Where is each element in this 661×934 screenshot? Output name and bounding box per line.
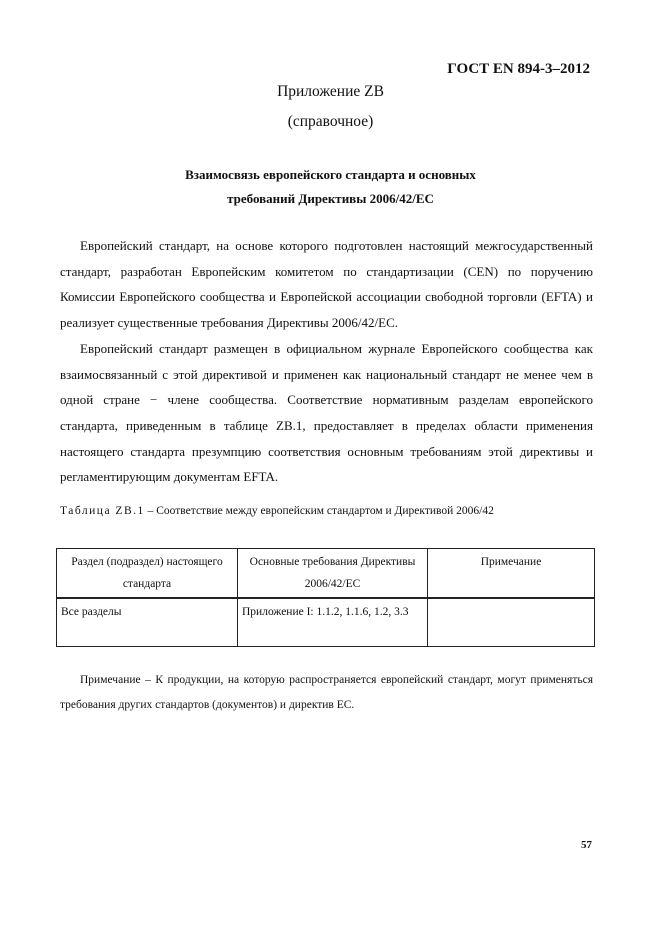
correspondence-table	[56, 548, 595, 647]
note-text: Примечание – К продукции, на которую распространяется европейский стандарт, могут применяться требования других стандартов (документов) и директив ЕС.	[60, 674, 593, 711]
table-row	[57, 598, 595, 647]
table-header-cell: Раздел (подраздел) настоящего стандарта	[57, 549, 238, 599]
table-header-cell: Примечание	[428, 549, 595, 599]
table-cell	[428, 598, 595, 647]
table-cell: Приложение I: 1.1.2, 1.1.6, 1.2, 3.3	[238, 598, 428, 647]
table-caption-text: – Соответствие между европейским стандартом и Директивой 2006/42	[144, 505, 494, 517]
table-header-row	[57, 549, 595, 599]
annex-subtitle: (справочное)	[287, 113, 374, 130]
page-number: 57	[581, 839, 592, 851]
table-caption-label: Таблица ZB.1	[60, 505, 145, 517]
note	[60, 668, 593, 718]
body-text	[60, 233, 593, 490]
section-heading-line-1: Взаимосвязь европейского стандарта и основных	[185, 167, 476, 182]
document-id: ГОСТ EN 894-3–2012	[447, 61, 590, 77]
table-cell: Все разделы	[57, 598, 238, 647]
body-paragraph: Европейский стандарт размещен в официальном журнале Европейского сообщества как взаимосвязанный с этой директивой и применен как национальный стандарт не менее чем в одной стране − члене сообщества. Соответствие нормативным разделам европейского стандарта, приведенным в таблице ZB.1, предоставляет в пределах области применения настоящего стандарта презумпцию соответствия основным требованиям этой директивы и регламентирующим документам EFTA.	[60, 340, 593, 485]
section-heading-line-2: требований Директивы 2006/42/ЕС	[227, 191, 434, 206]
table-caption	[60, 505, 593, 517]
annex-title: Приложение ZB	[277, 83, 384, 100]
section-heading	[0, 163, 661, 211]
table-header-cell: Основные требования Директивы 2006/42/ЕС	[238, 549, 428, 599]
body-paragraph: Европейский стандарт, на основе которого подготовлен настоящий межгосударственный стандарт, разработан Европейским комитетом по стандартизации (CEN) по поручению Комиссии Европейского сообщества и Европейской ассоциации свободной торговли (EFTA) и реализует существенные требования Директивы 2006/42/ЕС.	[60, 238, 593, 331]
